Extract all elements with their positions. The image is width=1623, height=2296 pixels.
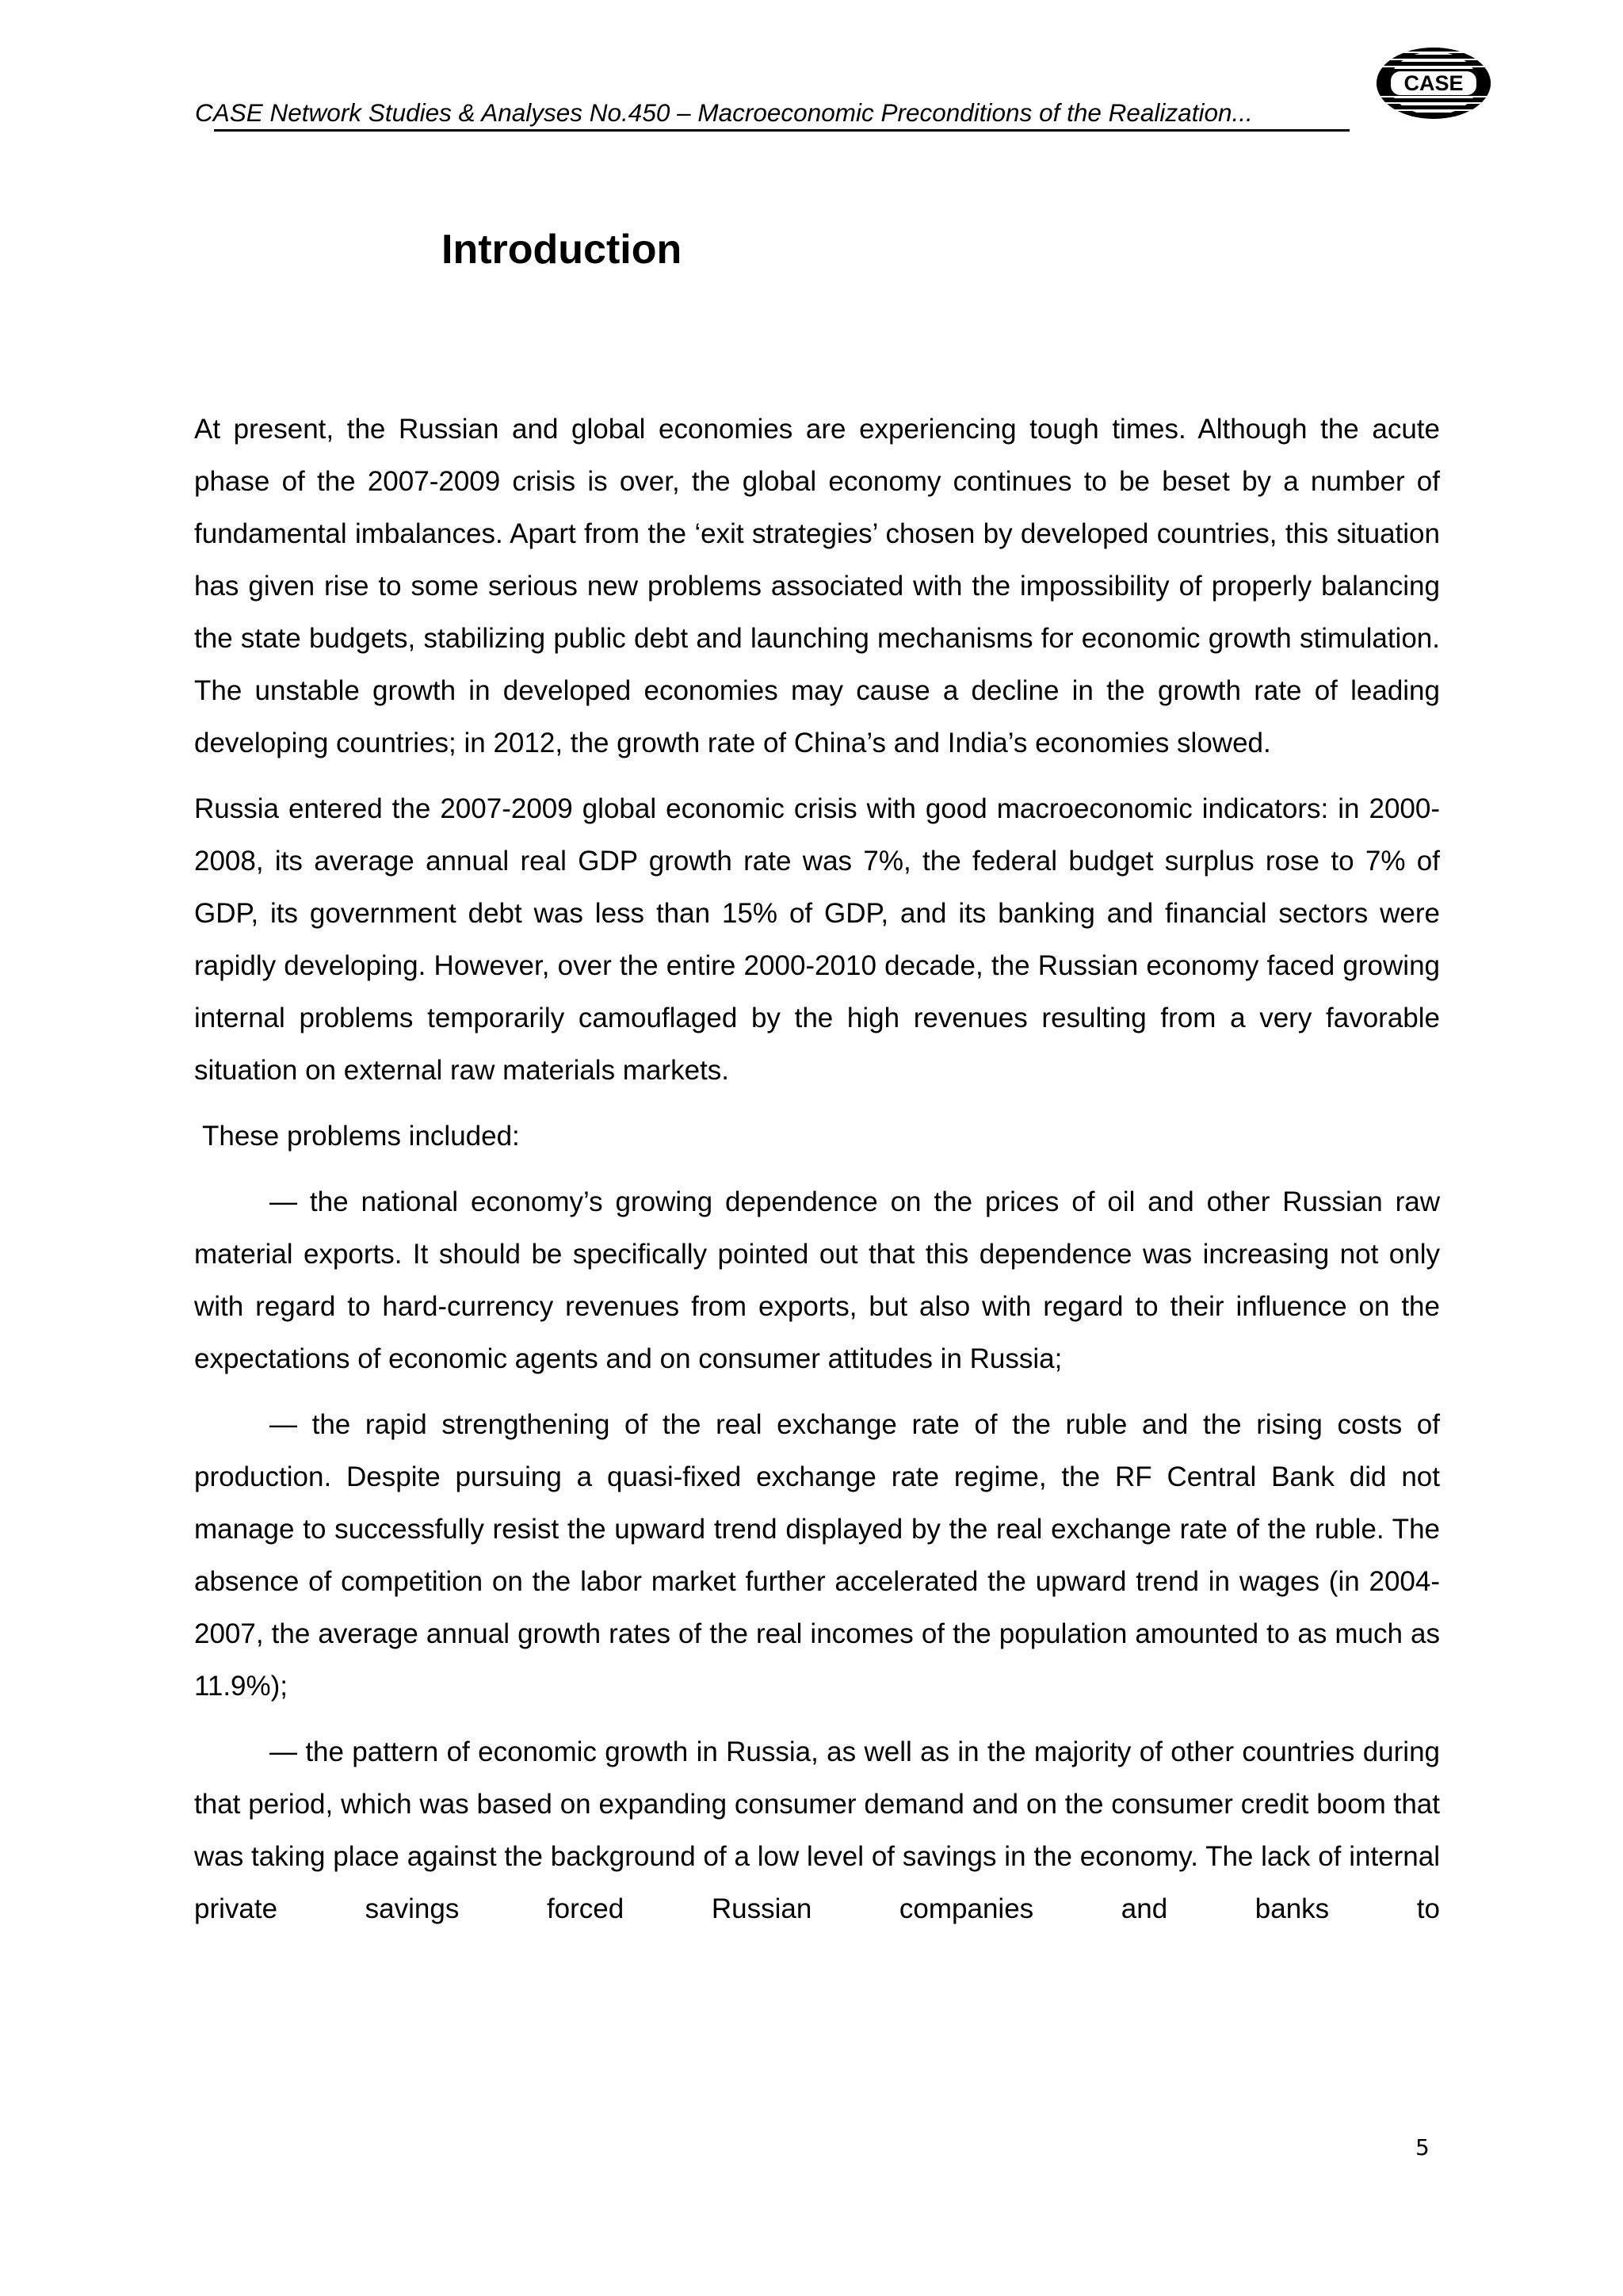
paragraph: Russia entered the 2007-2009 global economic crisis with good macroeconomic indicators: in 2000-2008, its average annual real GDP growth rate was 7%, the federal budget surplus rose to 7% of GDP, its government debt was less than 15% of GDP, and its banking and financial sectors were rapidly developing. However, over the entire 2000-2010 decade, the Russian economy faced growing internal problems temporarily camouflaged by the high revenues resulting from a very favorable situation on external raw materials markets. <box>194 793 1440 1086</box>
svg-text:CASE: CASE <box>1403 71 1464 95</box>
list-item: — the national economy’s growing dependence on the prices of oil and other Russian raw material exports. It should be specifically pointed out that this dependence was increasing not only with regard to hard-currency revenues from exports, but also with regard to their influence on the expectations of economic agents and on consumer attitudes in Russia; <box>194 1186 1440 1374</box>
paragraph: At present, the Russian and global economies are experiencing tough times. Although the acute phase of the 2007-2009 crisis is over, the global economy continues to be beset by a number of fundamental imbalances. Apart from the ‘exit strategies’ chosen by developed countries, this situation has given rise to some serious new problems associated with the impossibility of properly balancing the state budgets, stabilizing public debt and launching mechanisms for economic growth stimulation. The unstable growth in developed economies may cause a decline in the growth rate of leading developing countries; in 2012, the growth rate of China’s and India’s economies slowed. <box>194 414 1440 758</box>
body-text <box>194 403 1440 1949</box>
list-item: — the pattern of economic growth in Russia, as well as in the majority of other countries during that period, which was based on expanding consumer demand and on the consumer credit boom that was taking place against the background of a low level of savings in the economy. The lack of internal private savings forced Russian companies and banks to <box>194 1736 1440 1924</box>
page-number: 5 <box>1415 2134 1430 2160</box>
running-header: CASE Network Studies & Analyses No.450 – Macroeconomic Preconditions of the Realization... <box>195 98 1253 127</box>
list-intro: These problems included: <box>202 1121 520 1152</box>
list-item: — the rapid strengthening of the real exchange rate of the ruble and the rising costs of production. Despite pursuing a quasi-fixed exchange rate regime, the RF Central Bank did not manage to successfully resist the upward trend displayed by the real exchange rate of the ruble. The absence of competition on the labor market further accelerated the upward trend in wages (in 2004-2007, the average annual growth rates of the real incomes of the population amounted to as much as 11.9%); <box>194 1409 1440 1702</box>
section-title: Introduction <box>441 227 682 273</box>
case-logo-icon <box>1375 46 1492 120</box>
header-underline <box>214 129 1350 132</box>
